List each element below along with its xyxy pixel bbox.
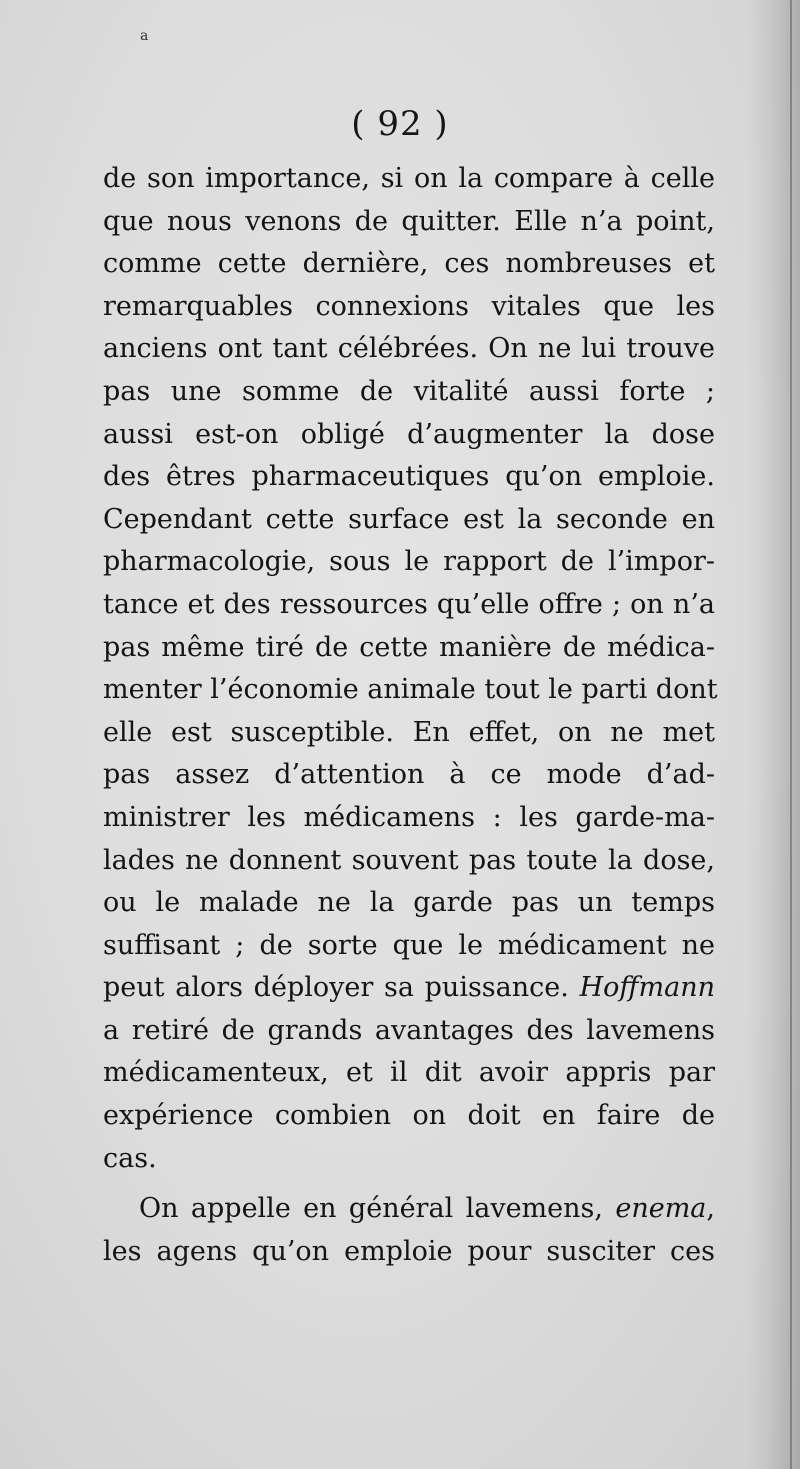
text-line: tance et des ressources qu’elle offre ; on n’a [103, 588, 715, 620]
text-line: a retiré de grands avantages des lavemens [103, 1014, 715, 1046]
corner-mark: a [140, 28, 149, 44]
text-line-start: peut alors déployer sa puissance. [103, 972, 569, 1004]
text-line [103, 1188, 715, 1231]
text-line: pas une somme de vitalité aussi forte ; [103, 375, 715, 407]
body-text [103, 158, 718, 1273]
paragraph-gap [103, 1180, 715, 1188]
text-line-start: On appelle en général lavemens, [139, 1193, 603, 1225]
text-line: pharmacologie, sous le rapport de l’impor- [103, 546, 715, 578]
text-line: menter l’économie animale tout le parti dont [103, 674, 718, 706]
text-line: pas assez d’attention à ce mode d’ad- [103, 759, 715, 791]
text-line: suffisant ; de sorte que le médicament ne [103, 929, 715, 961]
text-line: aussi est-on obligé d’augmenter la dose [103, 418, 715, 450]
text-line: cas. [103, 1142, 157, 1174]
text-line: comme cette dernière, ces nombreuses et [103, 248, 715, 280]
term-italic: enema [615, 1193, 707, 1225]
text-line: ou le malade ne la garde pas un temps [103, 887, 715, 919]
page-spine-shadow [748, 0, 800, 1469]
text-line [103, 967, 715, 1010]
text-line: de son importance, si on la compare à celle [103, 163, 715, 194]
text-line: remarquables connexions vitales que les [103, 290, 715, 322]
text-line: anciens ont tant célébrées. On ne lui trouve [103, 333, 715, 365]
page-number: ( 92 ) [351, 104, 449, 144]
text-line: elle est susceptible. En effet, on ne met [103, 716, 715, 748]
text-line: Cependant cette surface est la seconde en [103, 503, 715, 535]
text-line: des êtres pharmaceutiques qu’on emploie. [103, 461, 715, 493]
text-punctuation: , [706, 1193, 715, 1225]
page-edge [790, 0, 792, 1469]
text-line: ministrer les médicamens : les garde-ma- [103, 801, 715, 833]
text-line: lades ne donnent souvent pas toute la dose, [103, 844, 715, 876]
text-line: médicamenteux, et il dit avoir appris par [103, 1057, 715, 1089]
text-line: pas même tiré de cette manière de médica- [103, 631, 715, 663]
author-name-italic: Hoffmann [579, 972, 715, 1004]
text-line: les agens qu’on emploie pour susciter ces [103, 1235, 715, 1267]
text-line: expérience combien on doit en faire de [103, 1100, 715, 1132]
text-line: que nous venons de quitter. Elle n’a point, [103, 205, 715, 237]
